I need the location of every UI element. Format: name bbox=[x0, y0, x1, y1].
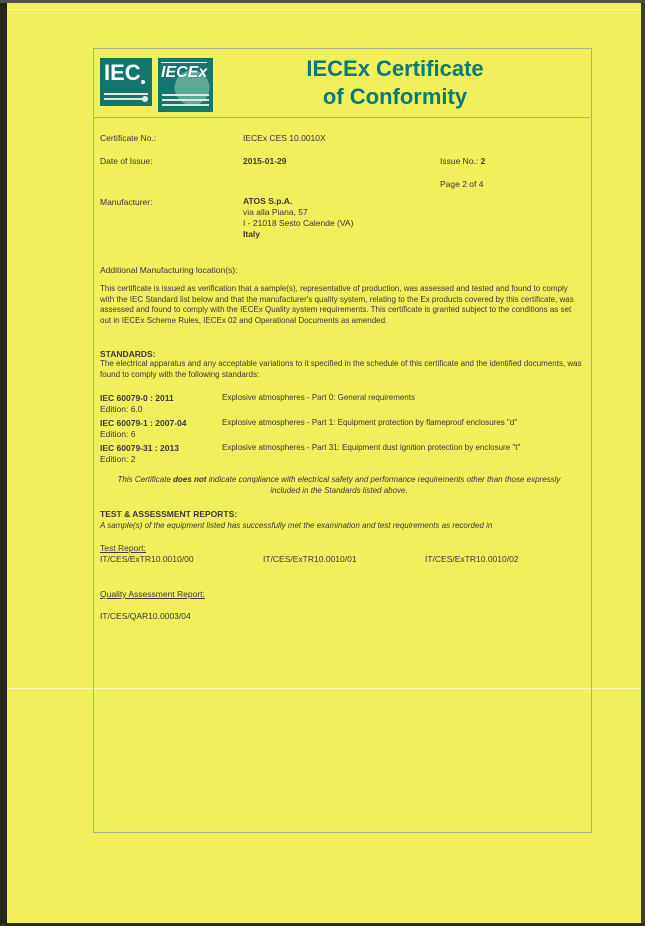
test-report-number: IT/CES/ExTR10.0010/02 bbox=[425, 554, 519, 564]
test-report-number: IT/CES/ExTR10.0010/01 bbox=[263, 554, 357, 564]
issue-no-label: Issue No.: bbox=[440, 156, 479, 166]
standard-description: Explosive atmospheres - Part 0: General requirements bbox=[222, 393, 415, 402]
issue-no bbox=[440, 156, 485, 166]
iec-logo bbox=[100, 58, 152, 106]
standard-edition: Edition: 6 bbox=[100, 429, 136, 439]
manufacturer-label: Manufacturer: bbox=[100, 197, 153, 207]
certificate-border-box bbox=[93, 48, 592, 833]
manufacturer-address1: via alla Piana, 57 bbox=[243, 207, 308, 217]
disclaimer-emphasis: does not bbox=[173, 475, 207, 484]
page-edge-top bbox=[0, 0, 645, 3]
disclaimer: This Certificate does not indicate compliance with electrical safety and performance requirements other than those expressly included in the Standards listed above. bbox=[117, 475, 561, 495]
iecex-logo bbox=[158, 58, 213, 112]
standards-intro: The electrical apparatus and any acceptable variations to it specified in the schedule of this certificate and the identified documents, was found to comply with the following standards: bbox=[100, 359, 582, 379]
quality-assessment-report-number: IT/CES/QAR10.0003/04 bbox=[100, 611, 191, 621]
issue-no-value: 2 bbox=[480, 156, 486, 166]
date-of-issue-label: Date of Issue: bbox=[100, 156, 153, 166]
certificate-no-label: Certificate No.: bbox=[100, 133, 157, 143]
iec-logo-text: IEC bbox=[104, 60, 141, 85]
iecex-logo-lines bbox=[162, 91, 209, 106]
page-edge-right bbox=[641, 0, 645, 926]
quality-assessment-report-label: Quality Assessment Report: bbox=[100, 589, 205, 599]
standards-heading: STANDARDS: bbox=[100, 349, 156, 359]
additional-locations-label: Additional Manufacturing location(s): bbox=[100, 265, 238, 275]
standard-code: IEC 60079-0 : 2011 bbox=[100, 393, 174, 403]
page-indicator: Page 2 of 4 bbox=[440, 179, 484, 189]
manufacturer-address-block bbox=[243, 196, 353, 240]
standard-code: IEC 60079-31 : 2013 bbox=[100, 443, 179, 453]
test-report-label: Test Report: bbox=[100, 543, 146, 553]
verification-paragraph: This certificate is issued as verification that a sample(s), representative of production, was assessed and tested and found to comply with the IEC Standard list below and that the manufacturer's quality system, relating to the Ex products covered by this certificate, was assessed and found to comply with the IECEx Quality system requirements. This certificate is granted subject to the conditions as set out in IECEx Scheme Rules, IECEx 02 and Operational Documents as amended. bbox=[100, 284, 574, 325]
certificate-title-line2: of Conformity bbox=[322, 84, 468, 109]
iec-logo-lines bbox=[104, 90, 148, 100]
scan-artifact-line-top bbox=[7, 9, 641, 10]
standard-code: IEC 60079-1 : 2007-04 bbox=[100, 418, 187, 428]
certificate-title bbox=[225, 55, 565, 111]
test-report-number: IT/CES/ExTR10.0010/00 bbox=[100, 554, 194, 564]
certificate-title-line1: IECEx Certificate bbox=[306, 56, 484, 81]
standard-edition: Edition: 2 bbox=[100, 454, 136, 464]
standard-description: Explosive atmospheres - Part 1: Equipment protection by flameproof enclosures "d" bbox=[222, 418, 518, 427]
manufacturer-country: Italy bbox=[243, 229, 261, 239]
manufacturer-name: ATOS S.p.A. bbox=[243, 196, 293, 206]
iecex-logo-text: IECEx bbox=[161, 64, 208, 81]
test-reports-intro: A sample(s) of the equipment listed has successfully met the examination and test requirements as recorded in bbox=[100, 521, 493, 530]
iec-logo-dot bbox=[141, 80, 145, 84]
test-reports-heading: TEST & ASSESSMENT REPORTS: bbox=[100, 509, 238, 519]
page-edge-left bbox=[0, 0, 7, 926]
standard-description: Explosive atmospheres - Part 31: Equipment dust ignition protection by enclosure "t" bbox=[222, 443, 521, 452]
certificate-no-value: IECEx CES 10.0010X bbox=[243, 133, 326, 143]
manufacturer-address2: I - 21018 Sesto Calende (VA) bbox=[243, 218, 354, 228]
date-of-issue-value: 2015-01-29 bbox=[243, 156, 287, 166]
standard-edition: Edition: 6.0 bbox=[100, 404, 143, 414]
